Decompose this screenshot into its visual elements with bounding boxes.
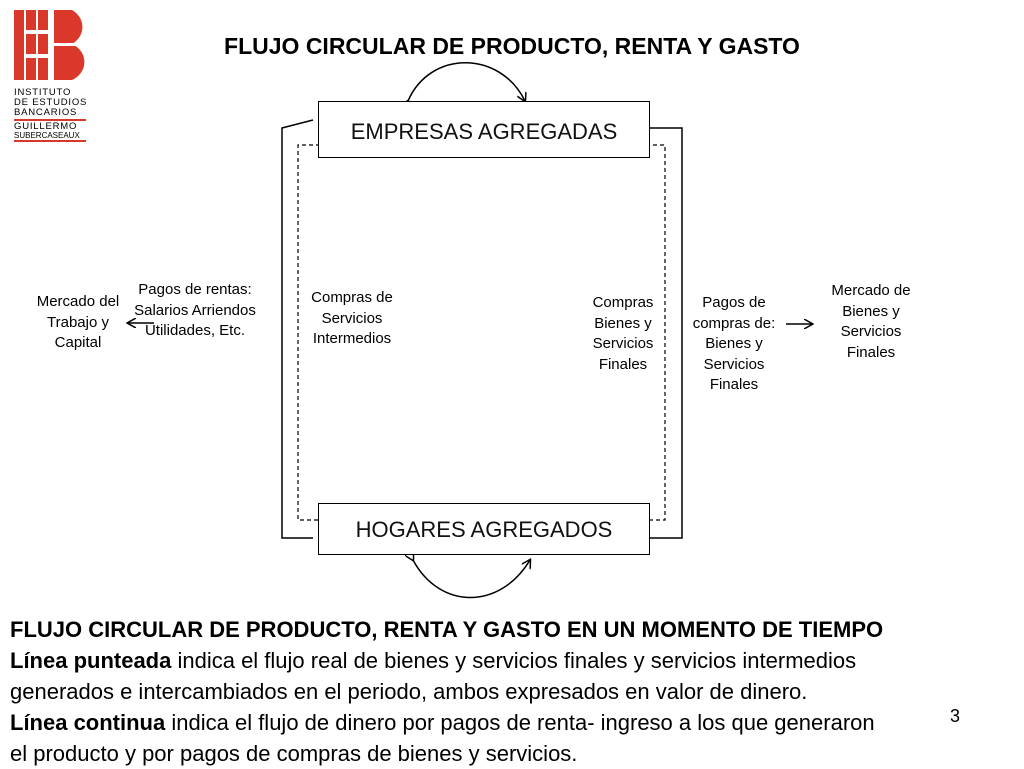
dashed-line-term: Línea punteada [10,648,172,673]
logo-text-4: GUILLERMO [14,121,78,132]
logo-text-3: BANCARIOS [14,107,78,118]
page-number: 3 [950,706,961,726]
explanation-text [10,614,1024,769]
solid-line-description: indica el flujo de dinero por pagos de renta- ingreso a los que generaron [165,710,875,735]
logo-text-2: DE ESTUDIOS [14,97,88,108]
mercado-bienes-label: Mercado de Bienes y Servicios Finales [831,282,911,361]
explanation-line-5: el producto y por pagos de compras de bienes y servicios. [10,741,578,766]
hogares-agregados-box [318,503,650,555]
mercado-trabajo-label: Mercado del Trabajo y Capital [36,293,120,351]
empresas-agregadas-box [318,101,650,158]
logo-text-5: SUBERCASEAUX [14,131,80,140]
pagos-rentas-label: Pagos de rentas: Salarios Arriendos Utilidades, Etc. [134,281,256,339]
hogares-agregados-label: HOGARES AGREGADOS [355,517,613,542]
solid-line-term: Línea continua [10,710,166,735]
bottom-cycle-arrow [413,560,530,598]
logo-text-1: INSTITUTO [14,87,72,98]
explanation-heading: FLUJO CIRCULAR DE PRODUCTO, RENTA Y GASTO EN UN MOMENTO DE TIEMPO [10,617,884,642]
diagram-title: FLUJO CIRCULAR DE PRODUCTO, RENTA Y GASTO [224,33,800,59]
empresas-agregadas-label: EMPRESAS AGREGADAS [350,119,618,144]
dashed-line-description: indica el flujo real de bienes y servicios finales y servicios intermedios [171,648,857,673]
compras-bienes-label: Compras Bienes y Servicios Finales [592,294,654,373]
compras-servicios-label: Compras de Servicios Intermedios [311,289,393,347]
explanation-line-3: generados e intercambiados en el periodo, ambos expresados en valor de dinero. [10,679,808,704]
pagos-compras-label: Pagos de compras de: Bienes y Servicios Finales [692,294,776,393]
top-cycle-arrow [408,63,525,101]
